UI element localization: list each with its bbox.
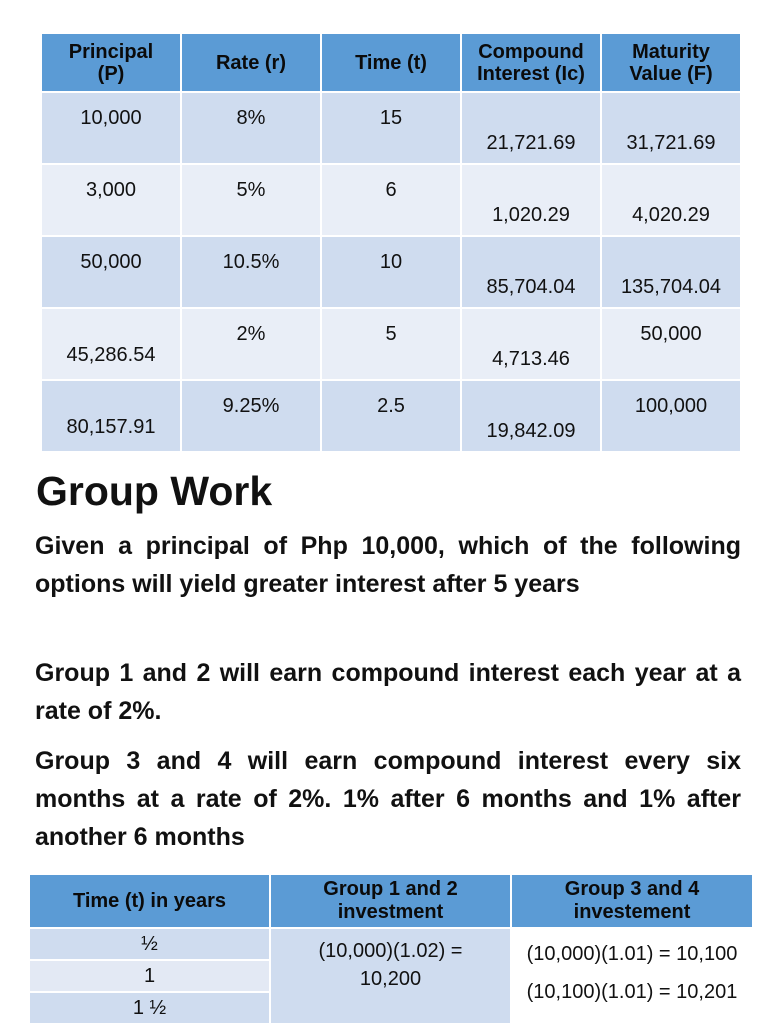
- cell-time: 10: [321, 236, 461, 308]
- table-row: [30, 928, 753, 960]
- cell-principal: 50,000: [42, 236, 181, 308]
- cell-maturity: 135,704.04: [601, 236, 741, 308]
- header-group-3-4: Group 3 and 4 investement: [511, 875, 753, 928]
- cell-time: ½: [30, 928, 270, 960]
- table-row: [42, 92, 741, 164]
- group-3-4-line: (10,000)(1.01) = 10,100: [526, 943, 738, 965]
- cell-interest: 19,842.09: [461, 380, 601, 452]
- cell-maturity: 100,000: [601, 380, 741, 452]
- cell-rate: 2%: [181, 308, 321, 380]
- cell-time: 2.5: [321, 380, 461, 452]
- cell-time: 1: [30, 960, 270, 992]
- cell-rate: 8%: [181, 92, 321, 164]
- cell-principal: 10,000: [42, 92, 181, 164]
- header-principal: Principal (P): [42, 34, 181, 92]
- cell-principal: 80,157.91: [42, 380, 181, 452]
- cell-interest: 4,713.46: [461, 308, 601, 380]
- cell-time: 6: [321, 164, 461, 236]
- header-group-1-2: Group 1 and 2 investment: [270, 875, 511, 928]
- table-row: [42, 236, 741, 308]
- cell-interest: 85,704.04: [461, 236, 601, 308]
- group-3-4-paragraph: Group 3 and 4 will earn compound interest every six months at a rate of 2%. 1% after 6 months and 1% after another 6 months: [35, 747, 741, 851]
- cell-maturity: 50,000: [601, 308, 741, 380]
- question-paragraph: Given a principal of Php 10,000, which of the following options will yield greater interest after 5 years: [35, 532, 741, 598]
- cell-group-1-2: [270, 928, 511, 1024]
- cell-principal: 45,286.54: [42, 308, 181, 380]
- cell-maturity: 4,020.29: [601, 164, 741, 236]
- group-1-2-line: 10,200: [359, 968, 422, 990]
- table-row: [42, 164, 741, 236]
- compound-interest-table: [42, 34, 742, 453]
- header-rate: Rate (r): [181, 34, 321, 92]
- cell-time: 1 ½: [30, 992, 270, 1024]
- cell-rate: 9.25%: [181, 380, 321, 452]
- section-title: Group Work: [36, 468, 273, 514]
- group-investment-table: [30, 875, 754, 1025]
- header-time-years: Time (t) in years: [30, 875, 270, 928]
- cell-rate: 10.5%: [181, 236, 321, 308]
- table-header-row: [30, 875, 753, 928]
- cell-maturity: 31,721.69: [601, 92, 741, 164]
- cell-group-3-4: [511, 928, 753, 1024]
- group-1-2-line: (10,000)(1.02) =: [318, 940, 463, 962]
- header-compound-interest: Compound Interest (Ic): [461, 34, 601, 92]
- table-header-row: [42, 34, 741, 92]
- table-row: [42, 380, 741, 452]
- table-row: [42, 308, 741, 380]
- header-maturity-value: Maturity Value (F): [601, 34, 741, 92]
- cell-interest: 1,020.29: [461, 164, 601, 236]
- cell-time: 5: [321, 308, 461, 380]
- cell-time: 15: [321, 92, 461, 164]
- cell-principal: 3,000: [42, 164, 181, 236]
- header-time: Time (t): [321, 34, 461, 92]
- cell-interest: 21,721.69: [461, 92, 601, 164]
- group-3-4-line: (10,100)(1.01) = 10,201: [526, 981, 738, 1003]
- group-1-2-paragraph: Group 1 and 2 will earn compound interest each year at a rate of 2%.: [35, 659, 741, 725]
- cell-rate: 5%: [181, 164, 321, 236]
